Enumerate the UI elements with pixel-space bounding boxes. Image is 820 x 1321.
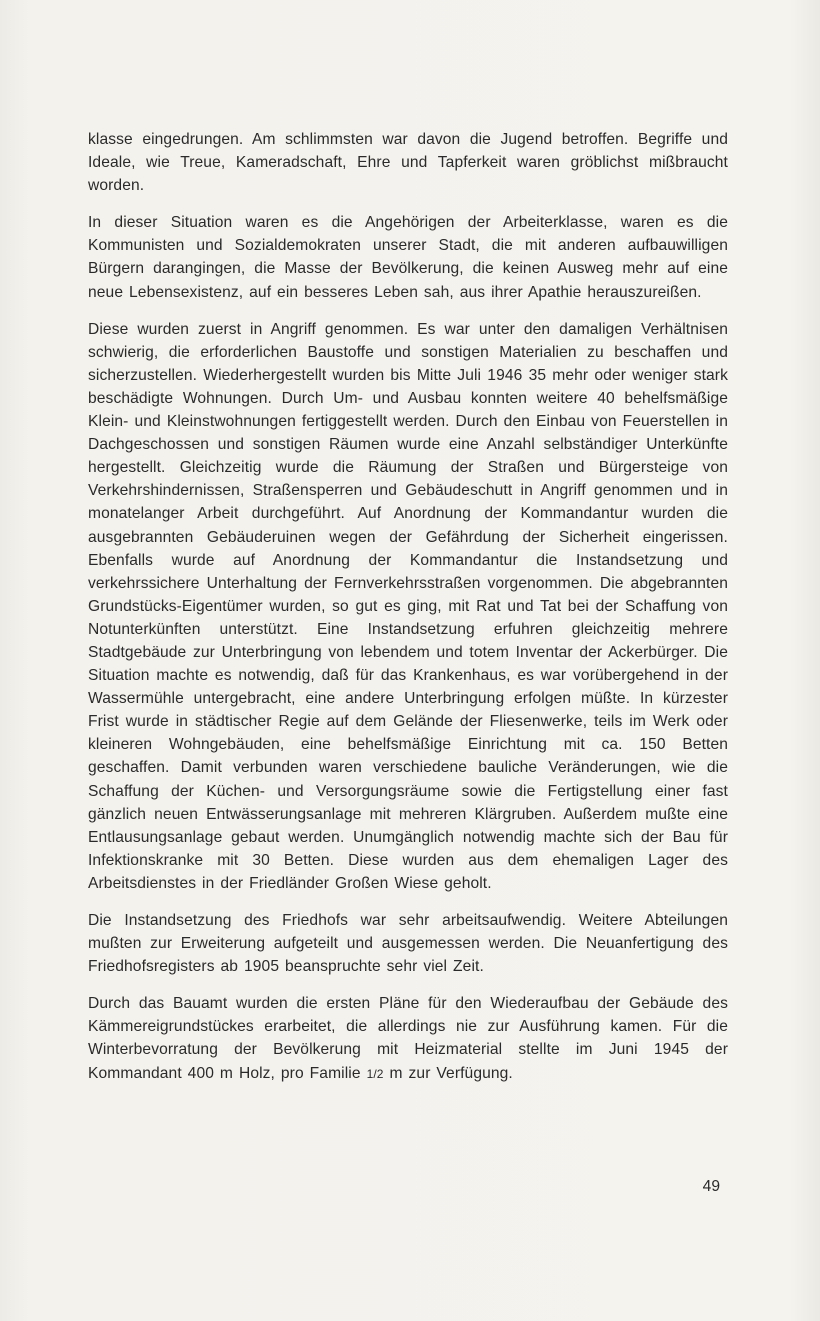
paragraph-5	[88, 992, 728, 1085]
paragraph-4: Die Instandsetzung des Friedhofs war sehr arbeitsaufwendig. Weitere Abteilungen mußten zur Erweiterung aufgeteilt und ausgemessen werden. Die Neuanfertigung des Friedhofsregisters ab 1905 beanspruchte sehr viel Zeit.	[88, 912, 728, 976]
page-number: 49	[702, 1178, 720, 1195]
paragraph-5-end: m zur Verfügung.	[389, 1064, 513, 1082]
paragraph-5-text: Durch das Bauamt wurden die ersten Pläne für den Wiederaufbau der Gebäude des Kämmereigrundstückes erarbeitet, die allerdings nie zur Ausführung kamen. Für die Winterbevorratung der Bevölkerung mit Heizmaterial stellte im Juni 1945 der Kommandant 400 m Holz, pro Familie	[88, 995, 728, 1082]
fraction-one-half: 1/2	[366, 1066, 384, 1081]
body-text	[88, 128, 728, 1100]
paragraph-3: Diese wurden zuerst in Angriff genommen. Es war unter den damaligen Verhältnisen schwierig, die erforderlichen Baustoffe und sonstigen Materialien zu beschaffen und sicherzustellen. Wiederhergestellt wurden bis Mitte Juli 1946 35 mehr oder weniger stark beschädigte Wohnungen. Durch Um- und Ausbau konnten weitere 40 behelfsmäßige Klein- und Kleinstwohnungen fertiggestellt werden. Durch den Einbau von Feuerstellen in Dachgeschossen und sonstigen Räumen wurde eine Anzahl selbständiger Unterkünfte hergestellt. Gleichzeitig wurde die Räumung der Straßen und Bürgersteige von Verkehrshindernissen, Straßensperren und Gebäudeschutt in Angriff genommen und in monatelanger Arbeit durchgeführt. Auf Anordnung der Kommandantur wurden die ausgebrannten Gebäuderuinen wegen der Gefährdung der Sicherheit eingerissen. Ebenfalls wurde auf Anordnung der Kommandantur die Instandsetzung und verkehrssichere Unterhaltung der Fernverkehrsstraßen vorgenommen. Die abgebrannten Grundstücks-Eigentümer wurden, so gut es ging, mit Rat und Tat bei der Schaffung von Notunterkünften unterstützt. Eine Instandsetzung erfuhren gleichzeitig mehrere Stadtgebäude zur Unterbringung von lebendem und totem Inventar der Ackerbürger. Die Situation machte es notwendig, daß für das Krankenhaus, es war vorübergehend in der Wassermühle untergebracht, eine andere Unterbringung erfolgen müßte. In kürzester Frist wurde in städtischer Regie auf dem Gelände der Fliesenwerke, teils im Werk oder kleineren Wohngebäuden, eine behelfsmäßige Einrichtung mit ca. 150 Betten geschaffen. Damit verbunden waren verschiedene bauliche Veränderungen, wie die Schaffung der Küchen- und Versorgungsräume sowie die Fertigstellung einer fast gänzlich neuen Entwässerungsanlage mit mehreren Klärgruben. Außerdem mußte eine Entlausungsanlage gebaut werden. Unumgänglich notwendig machte sich der Bau für Infektionskranke mit 30 Betten. Diese wurden aus dem ehemaligen Lager des Arbeitsdienstes in der Friedländer Großen Wiese geholt.	[88, 320, 728, 892]
paragraph-1: klasse eingedrungen. Am schlimmsten war davon die Jugend betroffen. Begriffe und Ideale, wie Treue, Kameradschaft, Ehre und Tapferkeit waren gröblichst mißbraucht worden.	[88, 131, 728, 195]
paragraph-2: In dieser Situation waren es die Angehörigen der Arbeiterklasse, waren es die Kommunisten und Sozialdemokraten unserer Stadt, die mit anderen aufbauwilligen Bürgern darangingen, die Masse der Bevölkerung, die keinen Ausweg mehr auf eine neue Lebensexistenz, auf ein besseres Leben sah, aus ihrer Apathie herauszureißen.	[88, 214, 728, 301]
